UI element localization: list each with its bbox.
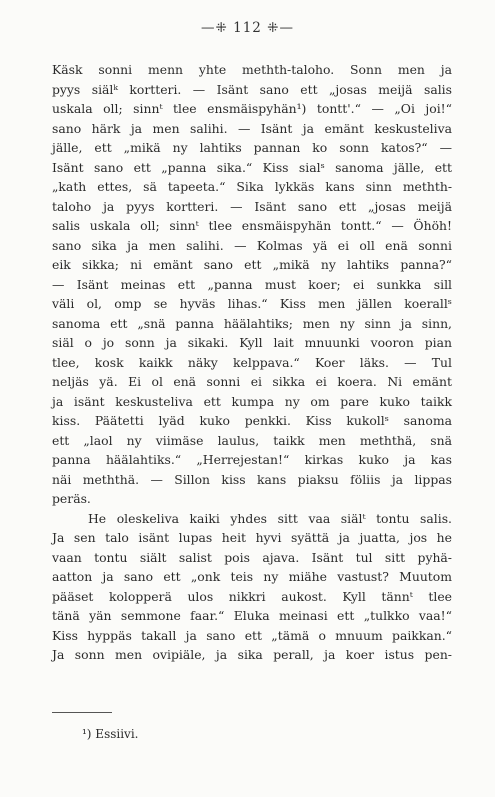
text-line: väli ol, omp se hyväs lihas.“ Kiss men jällen koerallˢ xyxy=(52,296,452,311)
text-line: Ja sonn men ovipiäle, ja sika perall, ja koer istus pen- xyxy=(52,647,452,662)
text-line: eik sikka; ni emänt sano ett „mikä ny lahtiks panna?“ xyxy=(52,257,452,272)
text-line: siäl o jo sonn ja sikaki. Kyll lait mnuunki vooron pian xyxy=(52,335,452,350)
text-line: He oleskeliva kaiki yhdes sitt vaa siälᵗ tontu salis. xyxy=(88,510,452,526)
footnote: ¹) Essiivi. xyxy=(82,727,139,741)
text-line: salis uskala oll; sinnᵗ tlee ensmäispyhän tontt.“ — Öhöh! xyxy=(52,218,452,233)
body-text xyxy=(52,60,452,665)
footnote-rule xyxy=(52,712,112,713)
text-line: sano härk ja men salihi. — Isänt ja emänt keskusteliva xyxy=(52,120,452,136)
text-line: pääset kolopperä ulos nikkri aukost. Kyll tännᵗ tlee xyxy=(52,588,452,604)
text-line: Ja sen talo isänt lupas heit hyvi syättä ja juatta, jos he xyxy=(52,530,452,545)
paragraph-1 xyxy=(52,60,452,509)
text-line: kiss. Päätetti lyäd kuko penkki. Kiss kukollˢ sanoma xyxy=(52,413,452,428)
page-number-header: —⁜ 112 ⁜— xyxy=(201,20,294,36)
text-line: peräs. xyxy=(52,491,91,506)
text-line: jälle, ett „mikä ny lahtiks pannan ko sonn katos?“ — xyxy=(52,140,452,155)
text-line: uskala oll; sinnᵗ tlee ensmäispyhän¹) tontt'.“ — „Oi joi!“ xyxy=(52,101,452,116)
text-line: sanoma ett „snä panna häälahtiks; men ny sinn ja sinn, xyxy=(52,315,452,331)
text-line: vaan tontu siält salist pois ajava. Isänt tul sitt pyhä- xyxy=(52,549,452,565)
text-line: ett „laol ny viimäse laulus, taikk men meththä, snä xyxy=(52,432,452,448)
text-line: — Isänt meinas ett „panna must koer; ei sunkka sill xyxy=(52,276,452,292)
text-line: „kath ettes, sä tapeeta.“ Sika lykkäs kans sinn methth- xyxy=(52,179,452,194)
text-line: sano sika ja men salihi. — Kolmas yä ei oll enä sonni xyxy=(52,237,452,253)
text-line: Käsk sonni menn yhte methth-taloho. Sonn men ja xyxy=(52,62,452,77)
text-line: Kiss hyppäs takall ja sano ett „tämä o mnuum paikkan.“ xyxy=(52,627,452,643)
text-line: neljäs yä. Ei ol enä sonni ei sikka ei koera. Ni emänt xyxy=(52,374,452,389)
text-line: panna häälahtiks.“ „Herrejestan!“ kirkas kuko ja kas xyxy=(52,452,452,467)
text-line: aatton ja sano ett „onk teis ny miähe vastust? Muutom xyxy=(52,569,452,584)
text-line: pyys siälᵏ kortteri. — Isänt sano ett „josas meijä salis xyxy=(52,81,452,97)
text-line: näi meththä. — Sillon kiss kans piaksu föliis ja lippas xyxy=(52,471,452,487)
paragraph-2 xyxy=(52,509,452,665)
text-line: ja isänt keskusteliva ett kumpa ny om pare kuko taikk xyxy=(52,393,452,409)
text-line: taloho ja pyys kortteri. — Isänt sano ett „josas meijä xyxy=(52,198,452,214)
text-line: tänä yän semmone faar.“ Eluka meinasi ett „tulkko vaa!“ xyxy=(52,608,452,623)
text-line: tlee, kosk kaikk näky kelppava.“ Koer läks. — Tul xyxy=(52,354,452,370)
text-line: Isänt sano ett „panna sika.“ Kiss sialˢ sanoma jälle, ett xyxy=(52,159,452,175)
